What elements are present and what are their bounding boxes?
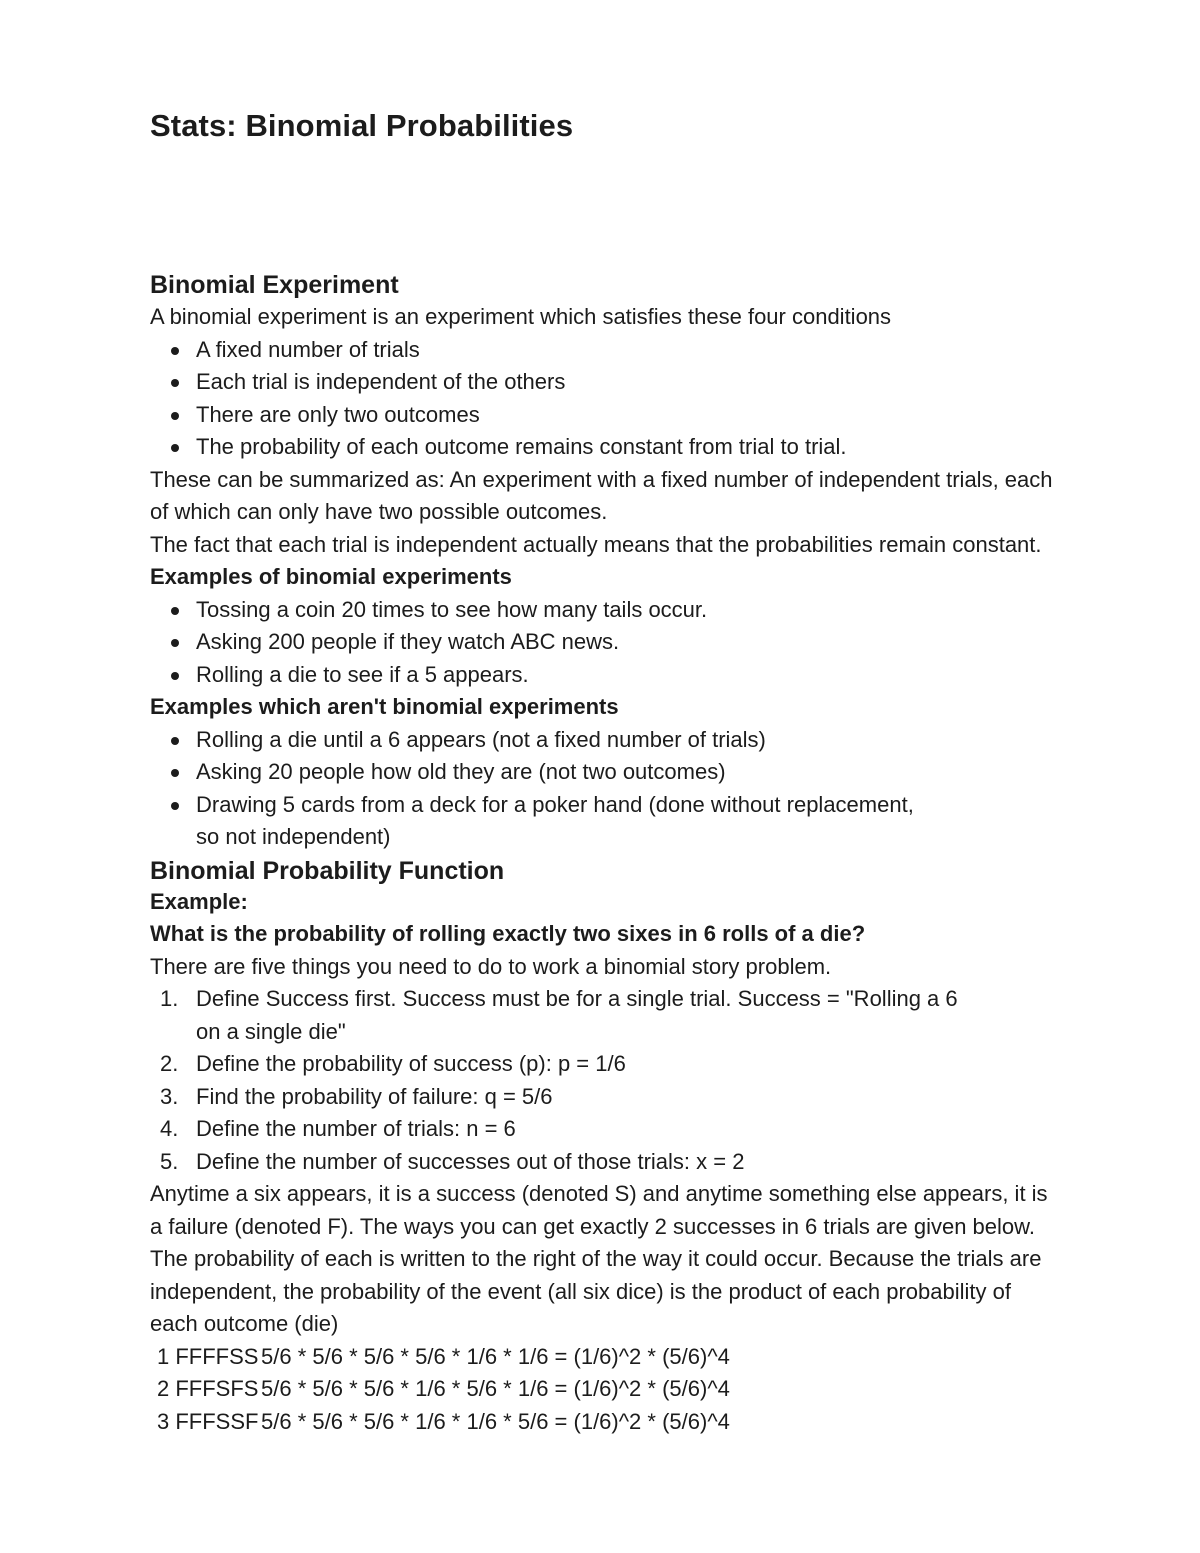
table-row (150, 1341, 1070, 1374)
step-text: Define Success first. Success must be for a single trial. Success = "Rolling a 6 on a single die" (196, 986, 958, 1044)
outcome-code: 1 FFFFSS (157, 1343, 259, 1369)
step-number: 3. (160, 1083, 179, 1109)
step-text: Find the probability of failure: q = 5/6 (196, 1083, 553, 1109)
independence-paragraph: The fact that each trial is independent actually means that the probabilities remain constant. (150, 531, 1042, 557)
explanation-paragraph: Anytime a six appears, it is a success (denoted S) and anytime something else appears, it is a failure (denoted F). The ways you can get exactly 2 successes in 6 trials are given below. The probability of each is written to the right of the way it could occur. Because the trials are independent, the probability of the event (all six dice) is the product of each probability of each outcome (die) (150, 1181, 1048, 1336)
list-item (150, 983, 980, 1048)
outcome-code: 2 FFFSFS (157, 1376, 259, 1401)
list-item (150, 1048, 980, 1081)
non-examples-heading: Examples which aren't binomial experiments (150, 694, 619, 719)
list-item: There are only two outcomes (150, 399, 1070, 432)
outcome-code: 3 FFFSSF (157, 1408, 259, 1434)
table-row (150, 1373, 1070, 1406)
step-number: 2. (160, 1051, 179, 1076)
example-label: Example: (150, 888, 248, 914)
intro-paragraph: A binomial experiment is an experiment which satisfies these four conditions (150, 304, 892, 329)
non-examples-list (150, 724, 920, 854)
outcome-calc: 5/6 * 5/6 * 5/6 * 1/6 * 1/6 * 5/6 = (1/6)^2 * (5/6)^4 (261, 1408, 730, 1434)
step-text: Define the number of successes out of those trials: x = 2 (196, 1148, 745, 1174)
list-item: Rolling a die until a 6 appears (not a fixed number of trials) (150, 724, 920, 757)
list-item (150, 1113, 980, 1146)
list-item: Asking 20 people how old they are (not two outcomes) (150, 756, 920, 789)
step-text: Define the probability of success (p): p = 1/6 (196, 1051, 626, 1076)
list-item: A fixed number of trials (150, 334, 1070, 367)
step-number: 1. (160, 986, 179, 1011)
step-number: 4. (160, 1116, 179, 1141)
table-row (150, 1406, 1070, 1439)
section-heading-binomial-experiment: Binomial Experiment (150, 271, 399, 299)
document-content (150, 268, 1070, 1438)
step-text: Define the number of trials: n = 6 (196, 1116, 516, 1141)
list-item: The probability of each outcome remains constant from trial to trial. (150, 431, 1070, 464)
list-item: Drawing 5 cards from a deck for a poker hand (done without replacement, so not independent) (150, 789, 920, 854)
list-item (150, 1146, 980, 1179)
steps-list (150, 983, 980, 1178)
section-heading-binomial-probability-function: Binomial Probability Function (150, 856, 505, 885)
list-item: Asking 200 people if they watch ABC news. (150, 626, 1070, 659)
summary-paragraph: These can be summarized as: An experiment with a fixed number of independent trials, each of which can only have two possible outcomes. (150, 466, 1053, 524)
outcome-calc: 5/6 * 5/6 * 5/6 * 1/6 * 5/6 * 1/6 = (1/6)^2 * (5/6)^4 (261, 1376, 730, 1401)
examples-heading: Examples of binomial experiments (150, 564, 512, 589)
list-item: Each trial is independent of the others (150, 366, 1070, 399)
example-question: What is the probability of rolling exactly two sixes in 6 rolls of a die? (150, 921, 866, 946)
steps-intro: There are five things you need to do to work a binomial story problem. (150, 953, 832, 979)
page-title: Stats: Binomial Probabilities (150, 108, 574, 143)
list-item: Rolling a die to see if a 5 appears. (150, 659, 1070, 692)
conditions-list (150, 334, 1070, 464)
step-number: 5. (160, 1148, 179, 1174)
outcome-calc: 5/6 * 5/6 * 5/6 * 5/6 * 1/6 * 1/6 = (1/6)^2 * (5/6)^4 (261, 1343, 730, 1369)
examples-list (150, 594, 1070, 692)
outcomes-table (150, 1341, 1070, 1439)
list-item (150, 1081, 980, 1114)
list-item: Tossing a coin 20 times to see how many tails occur. (150, 594, 1070, 627)
